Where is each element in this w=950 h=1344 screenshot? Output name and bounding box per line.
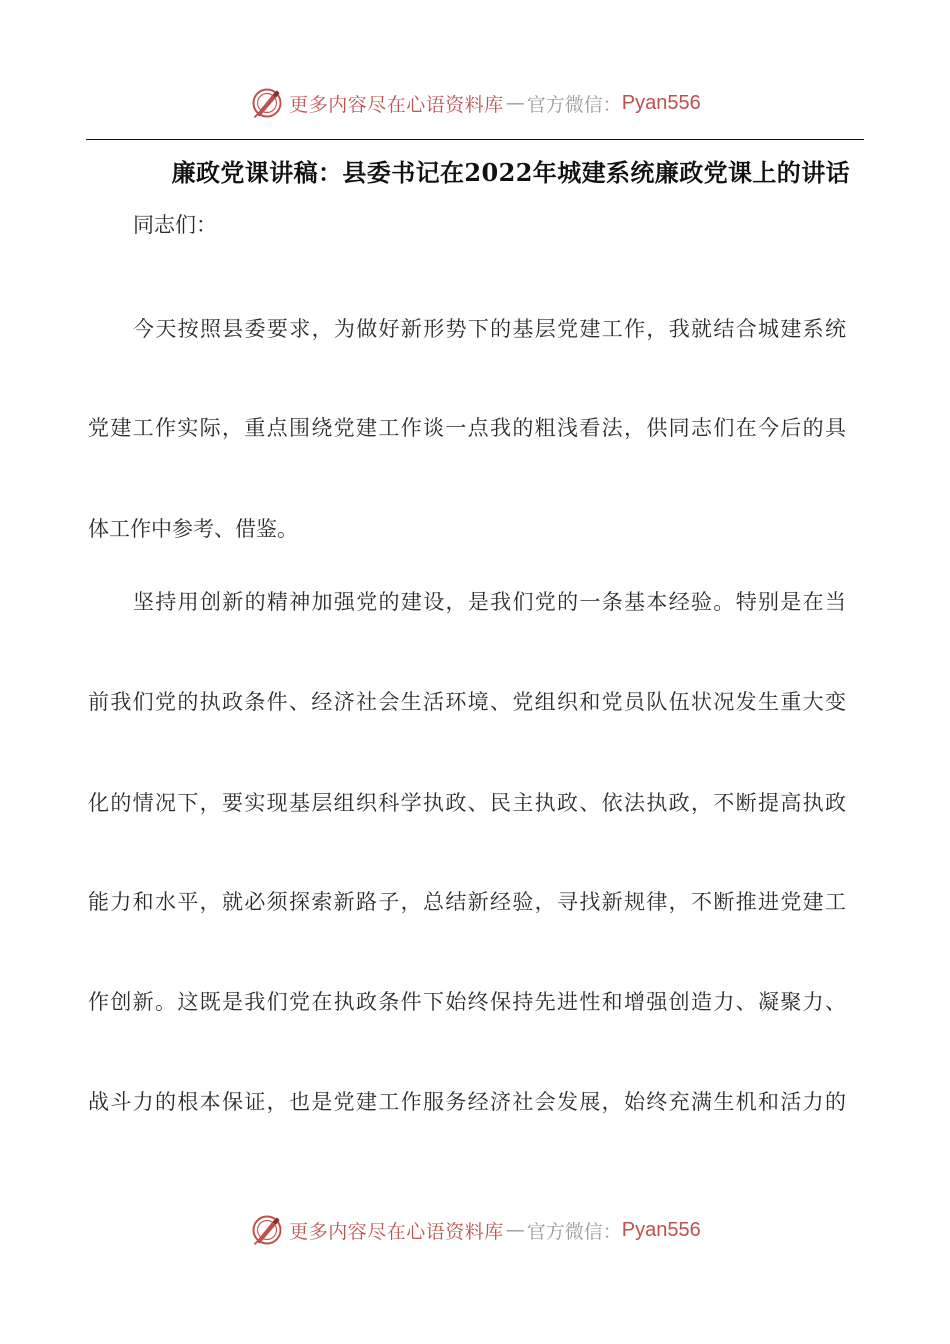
paragraph-line: 前我们党的执政条件、经济社会生活环境、党组织和党员队伍状况发生重大变 <box>88 690 846 714</box>
banner-separator: — <box>505 1219 525 1241</box>
paragraph-line: 今天按照县委要求，为做好新形势下的基层党建工作，我就结合城建系统 <box>133 317 846 341</box>
paragraph-line: 能力和水平，就必须探索新路子，总结新经验，寻找新规律，不断推进党建工 <box>88 890 846 914</box>
banner-separator: — <box>505 92 525 114</box>
wechat-handle: Pyan556 <box>621 1218 701 1241</box>
header-banner <box>0 81 950 125</box>
document-title: 廉政党课讲稿：县委书记在2022年城建系统廉政党课上的讲话 <box>171 158 850 187</box>
paragraph-line: 坚持用创新的精神加强党的建设，是我们党的一条基本经验。特别是在当 <box>133 590 846 614</box>
pen-nib-logo-icon <box>249 85 285 121</box>
paragraph-line: 党建工作实际，重点围绕党建工作谈一点我的粗浅看法，供同志们在今后的具 <box>88 416 846 440</box>
wechat-label: 官方微信： <box>526 93 622 116</box>
pen-nib-logo-icon <box>249 1212 285 1248</box>
site-name: 更多内容尽在心语资料库 <box>289 93 504 116</box>
header-divider <box>86 139 864 140</box>
paragraph-line: 战斗力的根本保证，也是党建工作服务经济社会发展，始终充满生机和活力的 <box>88 1090 846 1114</box>
wechat-handle: Pyan556 <box>621 91 701 114</box>
paragraph-line: 作创新。这既是我们党在执政条件下始终保持先进性和增强创造力、凝聚力、 <box>88 990 846 1014</box>
footer-banner <box>0 1208 950 1252</box>
paragraph-line: 化的情况下，要实现基层组织科学执政、民主执政、依法执政，不断提高执政 <box>88 791 846 815</box>
wechat-label: 官方微信： <box>526 1220 622 1243</box>
paragraph-line: 体工作中参考、借鉴。 <box>88 517 298 541</box>
site-name: 更多内容尽在心语资料库 <box>289 1220 504 1243</box>
greeting: 同志们： <box>133 213 217 237</box>
